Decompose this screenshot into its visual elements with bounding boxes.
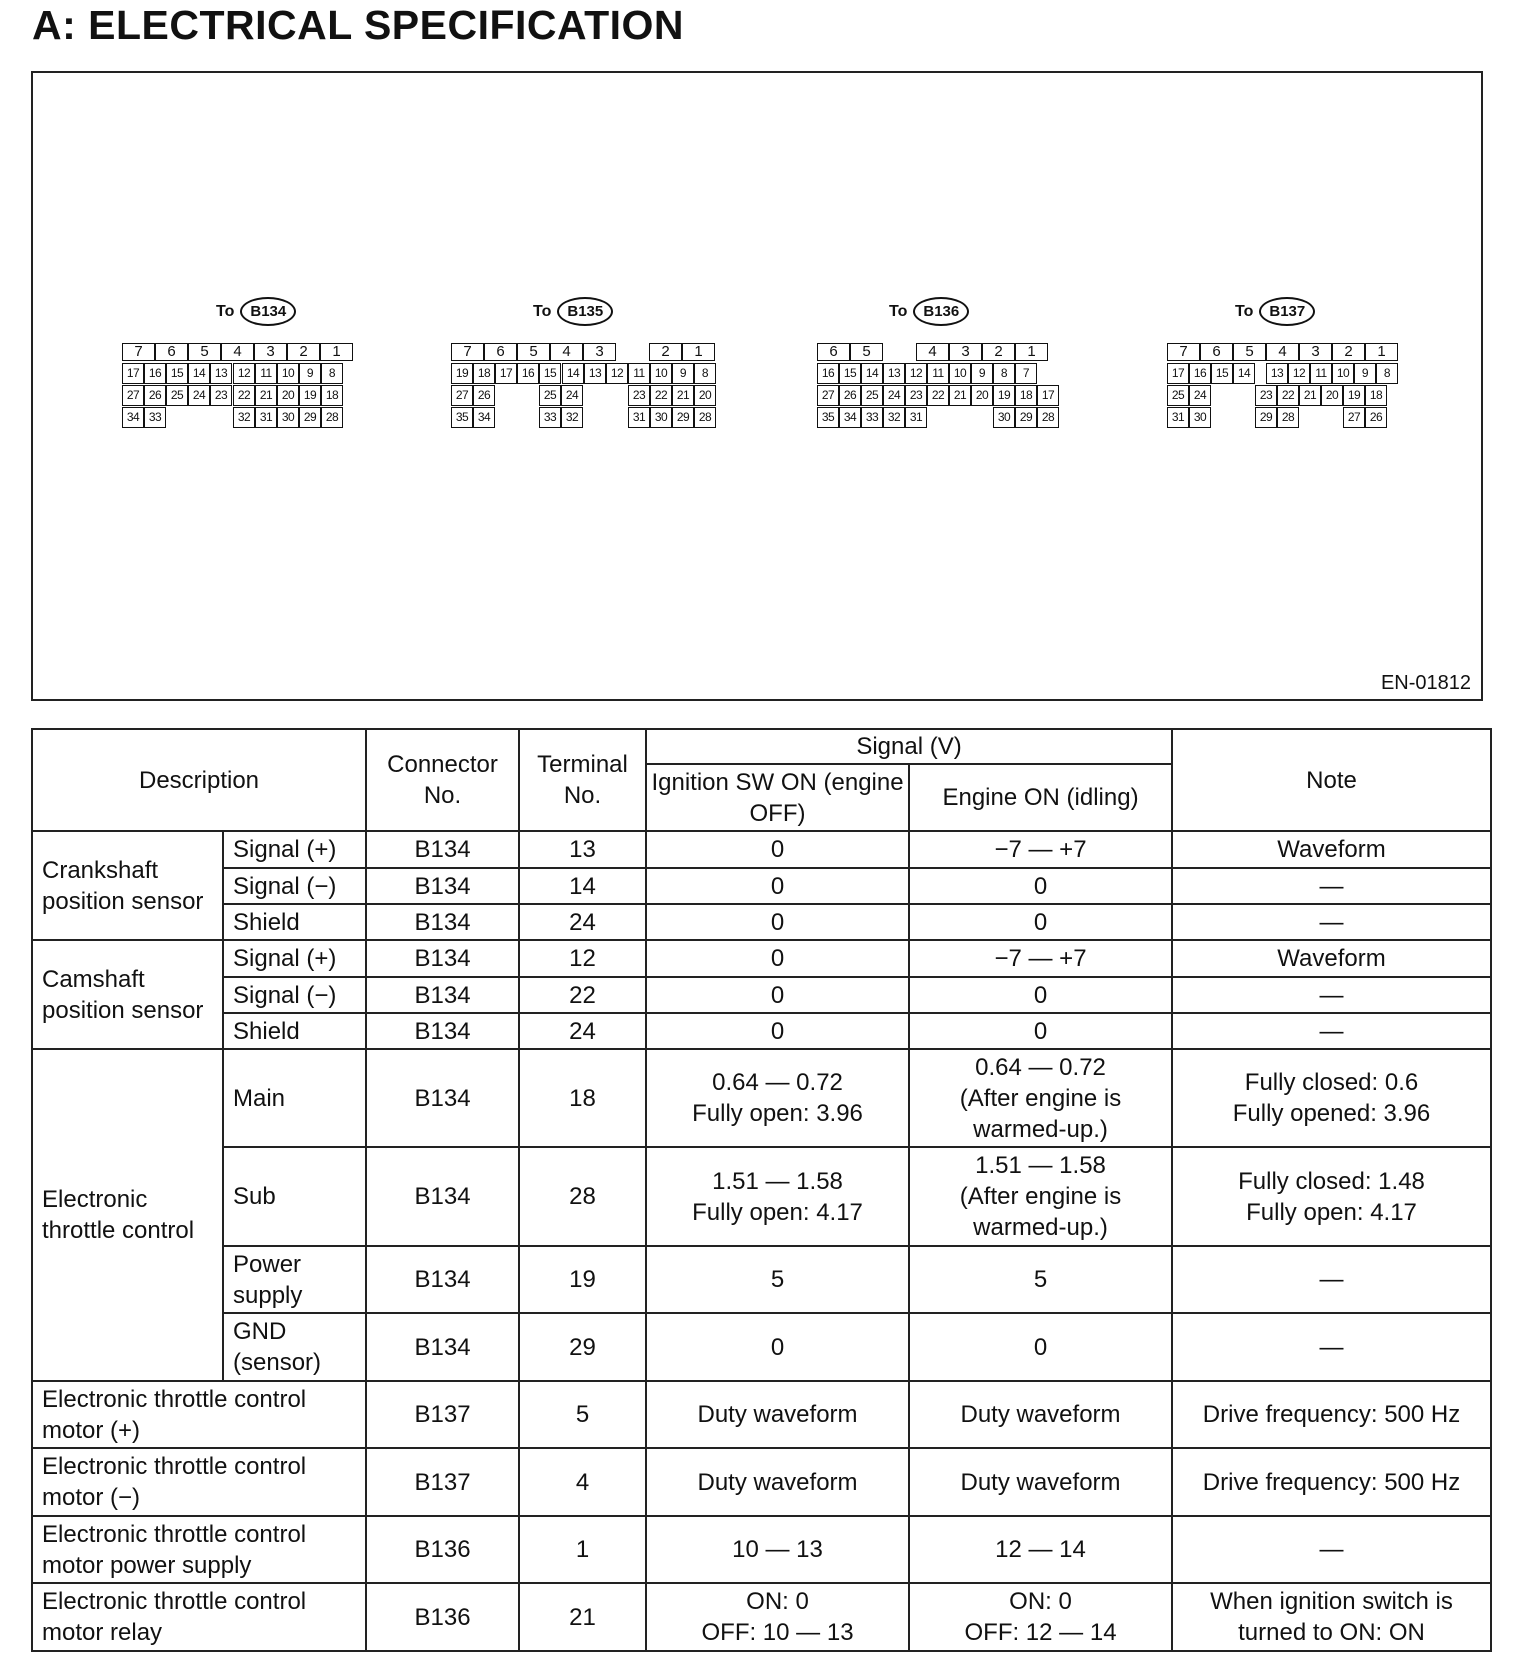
pin-label: 18 bbox=[473, 363, 495, 384]
pin-label: 29 bbox=[672, 407, 694, 428]
connector-cell: B134 bbox=[366, 868, 519, 904]
pin-label: 31 bbox=[628, 407, 650, 428]
row-description: Electronic throttle control motor relay bbox=[32, 1583, 366, 1651]
pin-label: 20 bbox=[971, 385, 993, 406]
pin-label: 11 bbox=[927, 363, 949, 384]
pin-label: 23 bbox=[210, 385, 232, 406]
pin-label: 10 bbox=[650, 363, 672, 384]
pin-label: 30 bbox=[650, 407, 672, 428]
table-row bbox=[32, 1147, 1491, 1246]
pin-label: 22 bbox=[233, 385, 255, 406]
pin-label: 21 bbox=[255, 385, 277, 406]
table-row bbox=[32, 1583, 1491, 1651]
sub-description: Signal (+) bbox=[223, 831, 366, 868]
pin-label: 20 bbox=[694, 385, 716, 406]
pin-label: 16 bbox=[144, 363, 166, 384]
pin-label: 28 bbox=[321, 407, 343, 428]
ign-cell: Duty waveform bbox=[646, 1448, 909, 1516]
connector-cell: B134 bbox=[366, 904, 519, 940]
pin-label: 5 bbox=[850, 343, 883, 361]
pin-label: 2 bbox=[982, 343, 1015, 361]
pin-label: 8 bbox=[321, 363, 343, 384]
row-description: Electronic throttle control motor (+) bbox=[32, 1381, 366, 1448]
pin-label: 19 bbox=[299, 385, 321, 406]
pin-label: 10 bbox=[1332, 363, 1354, 384]
pin-label: 19 bbox=[451, 363, 473, 384]
note-cell: Waveform bbox=[1172, 831, 1491, 868]
pin-label: 13 bbox=[210, 363, 232, 384]
pin-label: 4 bbox=[550, 343, 583, 361]
note-cell: Waveform bbox=[1172, 940, 1491, 977]
pin-label: 34 bbox=[122, 407, 144, 428]
pin-label: 27 bbox=[122, 385, 144, 406]
pin-label: 13 bbox=[1266, 363, 1288, 384]
pin-label: 30 bbox=[993, 407, 1015, 428]
ign-cell: 0 bbox=[646, 868, 909, 904]
pin-label: 11 bbox=[1310, 363, 1332, 384]
pin-label: 15 bbox=[1211, 363, 1233, 384]
connector-cell: B134 bbox=[366, 1147, 519, 1246]
eng-cell: Duty waveform bbox=[909, 1448, 1172, 1516]
table-row bbox=[32, 831, 1491, 868]
pin-label: 9 bbox=[971, 363, 993, 384]
ign-cell: Duty waveform bbox=[646, 1381, 909, 1448]
pin-label: 22 bbox=[650, 385, 672, 406]
row-description: Electronic throttle control motor power supply bbox=[32, 1516, 366, 1583]
pin-label: 2 bbox=[1332, 343, 1365, 361]
ign-cell: 0 bbox=[646, 831, 909, 868]
pin-label: 11 bbox=[628, 363, 650, 384]
note-cell: — bbox=[1172, 1013, 1491, 1049]
pin-label: 33 bbox=[144, 407, 166, 428]
pin-label: 13 bbox=[584, 363, 606, 384]
pin-label: 23 bbox=[905, 385, 927, 406]
pin-label: 17 bbox=[122, 363, 144, 384]
pin-label: 6 bbox=[155, 343, 188, 361]
pin-label: 24 bbox=[561, 385, 583, 406]
pin-label: 19 bbox=[993, 385, 1015, 406]
pin-label: 2 bbox=[649, 343, 682, 361]
group-camshaft: Camshaft position sensor bbox=[32, 940, 223, 1049]
pin-label: 15 bbox=[166, 363, 188, 384]
pin-label: 9 bbox=[299, 363, 321, 384]
group-electronic-throttle: Electronic throttle control bbox=[32, 1049, 223, 1381]
terminal-cell: 18 bbox=[519, 1049, 646, 1147]
pin-label: 8 bbox=[694, 363, 716, 384]
table-row bbox=[32, 1448, 1491, 1516]
note-cell: — bbox=[1172, 1313, 1491, 1381]
pin-label: 26 bbox=[1365, 407, 1387, 428]
pin-label: 21 bbox=[949, 385, 971, 406]
pin-label: 26 bbox=[144, 385, 166, 406]
pin-label: 14 bbox=[188, 363, 210, 384]
eng-cell: 0 bbox=[909, 904, 1172, 940]
sub-description: Shield bbox=[223, 1013, 366, 1049]
pin-label: 32 bbox=[233, 407, 255, 428]
pin-label: 20 bbox=[1321, 385, 1343, 406]
pin-label: 1 bbox=[320, 343, 353, 361]
eng-cell: 0 bbox=[909, 868, 1172, 904]
pin-label: 24 bbox=[1189, 385, 1211, 406]
terminal-cell: 29 bbox=[519, 1313, 646, 1381]
pin-label: 6 bbox=[817, 343, 850, 361]
table-row bbox=[32, 1049, 1491, 1147]
sub-description: GND (sensor) bbox=[223, 1313, 366, 1381]
pin-label: 30 bbox=[277, 407, 299, 428]
pin-label: 16 bbox=[817, 363, 839, 384]
page-title: A: ELECTRICAL SPECIFICATION bbox=[32, 2, 685, 48]
connector-cell: B136 bbox=[366, 1583, 519, 1651]
terminal-cell: 14 bbox=[519, 868, 646, 904]
pin-label: 7 bbox=[1015, 363, 1037, 384]
note-cell: — bbox=[1172, 904, 1491, 940]
connector-label: To B134 bbox=[216, 297, 296, 326]
pin-label: 15 bbox=[539, 363, 561, 384]
pin-label: 25 bbox=[861, 385, 883, 406]
pin-label: 21 bbox=[1299, 385, 1321, 406]
pin-label: 4 bbox=[221, 343, 254, 361]
header-note: Note bbox=[1172, 729, 1491, 831]
terminal-cell: 19 bbox=[519, 1246, 646, 1313]
connector-cell: B134 bbox=[366, 1313, 519, 1381]
connector-diagram bbox=[31, 71, 1483, 701]
note-cell: — bbox=[1172, 1246, 1491, 1313]
connector-cell: B134 bbox=[366, 1049, 519, 1147]
pin-label: 14 bbox=[861, 363, 883, 384]
eng-cell: 0 bbox=[909, 977, 1172, 1013]
pin-label: 1 bbox=[682, 343, 715, 361]
header-signal: Signal (V) bbox=[646, 729, 1172, 764]
pin-label: 29 bbox=[1015, 407, 1037, 428]
pin-label: 23 bbox=[628, 385, 650, 406]
pin-label: 33 bbox=[861, 407, 883, 428]
terminal-cell: 24 bbox=[519, 904, 646, 940]
sub-description: Power supply bbox=[223, 1246, 366, 1313]
header-eng-on: Engine ON (idling) bbox=[909, 764, 1172, 831]
pin-label: 6 bbox=[484, 343, 517, 361]
pin-label: 12 bbox=[606, 363, 628, 384]
table-row bbox=[32, 868, 1491, 904]
pin-label: 1 bbox=[1015, 343, 1048, 361]
ign-cell: 10 — 13 bbox=[646, 1516, 909, 1583]
pin-label: 24 bbox=[188, 385, 210, 406]
pin-label: 28 bbox=[1277, 407, 1299, 428]
eng-cell: 1.51 — 1.58 (After engine is warmed-up.) bbox=[909, 1147, 1172, 1246]
pin-label: 19 bbox=[1343, 385, 1365, 406]
connector-label: To B135 bbox=[533, 297, 613, 326]
terminal-cell: 12 bbox=[519, 940, 646, 977]
pin-label: 31 bbox=[905, 407, 927, 428]
connector-label: To B136 bbox=[889, 297, 969, 326]
pin-label: 26 bbox=[839, 385, 861, 406]
pin-label: 5 bbox=[1233, 343, 1266, 361]
pin-label: 7 bbox=[451, 343, 484, 361]
pin-label: 34 bbox=[473, 407, 495, 428]
pin-label: 6 bbox=[1200, 343, 1233, 361]
pin-label: 27 bbox=[451, 385, 473, 406]
pin-label: 7 bbox=[1167, 343, 1200, 361]
pin-label: 16 bbox=[517, 363, 539, 384]
note-cell: Fully closed: 0.6 Fully opened: 3.96 bbox=[1172, 1049, 1491, 1147]
pin-label: 10 bbox=[277, 363, 299, 384]
pin-label: 5 bbox=[188, 343, 221, 361]
header-terminal: Terminal No. bbox=[519, 729, 646, 831]
pin-label: 3 bbox=[583, 343, 616, 361]
eng-cell: 0 bbox=[909, 1013, 1172, 1049]
connector-cell: B136 bbox=[366, 1516, 519, 1583]
sub-description: Sub bbox=[223, 1147, 366, 1246]
pin-label: 28 bbox=[694, 407, 716, 428]
pin-label: 3 bbox=[1299, 343, 1332, 361]
ign-cell: 0.64 — 0.72 Fully open: 3.96 bbox=[646, 1049, 909, 1147]
note-cell: Drive frequency: 500 Hz bbox=[1172, 1448, 1491, 1516]
table-row bbox=[32, 1381, 1491, 1448]
pin-label: 10 bbox=[949, 363, 971, 384]
pin-label: 14 bbox=[1233, 363, 1255, 384]
ign-cell: 1.51 — 1.58 Fully open: 4.17 bbox=[646, 1147, 909, 1246]
header-row bbox=[32, 729, 1491, 764]
pin-label: 9 bbox=[672, 363, 694, 384]
pin-label: 25 bbox=[166, 385, 188, 406]
header-ign-on: Ignition SW ON (engine OFF) bbox=[646, 764, 909, 831]
sub-description: Signal (+) bbox=[223, 940, 366, 977]
row-description: Electronic throttle control motor (−) bbox=[32, 1448, 366, 1516]
pin-label: 29 bbox=[299, 407, 321, 428]
pin-label: 20 bbox=[277, 385, 299, 406]
connector-cell: B137 bbox=[366, 1381, 519, 1448]
eng-cell: 0 bbox=[909, 1313, 1172, 1381]
table-row bbox=[32, 940, 1491, 977]
pin-label: 17 bbox=[1037, 385, 1059, 406]
eng-cell: ON: 0 OFF: 12 — 14 bbox=[909, 1583, 1172, 1651]
pin-label: 17 bbox=[1167, 363, 1189, 384]
table-row bbox=[32, 1516, 1491, 1583]
table-row bbox=[32, 904, 1491, 940]
eng-cell: 5 bbox=[909, 1246, 1172, 1313]
pin-label: 29 bbox=[1255, 407, 1277, 428]
note-cell: — bbox=[1172, 1516, 1491, 1583]
pin-label: 32 bbox=[561, 407, 583, 428]
ign-cell: ON: 0 OFF: 10 — 13 bbox=[646, 1583, 909, 1651]
pin-label: 18 bbox=[1365, 385, 1387, 406]
pin-label: 25 bbox=[539, 385, 561, 406]
terminal-cell: 24 bbox=[519, 1013, 646, 1049]
note-cell: — bbox=[1172, 868, 1491, 904]
pin-label: 4 bbox=[1266, 343, 1299, 361]
pin-label: 3 bbox=[254, 343, 287, 361]
group-crankshaft: Crankshaft position sensor bbox=[32, 831, 223, 940]
pin-label: 11 bbox=[255, 363, 277, 384]
connector-id-oval: B135 bbox=[557, 297, 613, 326]
terminal-cell: 4 bbox=[519, 1448, 646, 1516]
terminal-cell: 13 bbox=[519, 831, 646, 868]
connector-cell: B134 bbox=[366, 831, 519, 868]
pin-label: 23 bbox=[1255, 385, 1277, 406]
pin-label: 9 bbox=[1354, 363, 1376, 384]
note-cell: When ignition switch is turned to ON: ON bbox=[1172, 1583, 1491, 1651]
header-description: Description bbox=[32, 729, 366, 831]
terminal-cell: 5 bbox=[519, 1381, 646, 1448]
eng-cell: −7 — +7 bbox=[909, 831, 1172, 868]
pin-label: 21 bbox=[672, 385, 694, 406]
pin-label: 27 bbox=[817, 385, 839, 406]
pin-label: 31 bbox=[255, 407, 277, 428]
table-row bbox=[32, 1013, 1491, 1049]
ign-cell: 0 bbox=[646, 977, 909, 1013]
pin-label: 35 bbox=[817, 407, 839, 428]
pin-label: 26 bbox=[473, 385, 495, 406]
pin-label: 35 bbox=[451, 407, 473, 428]
sub-description: Signal (−) bbox=[223, 868, 366, 904]
table-row bbox=[32, 977, 1491, 1013]
pin-label: 12 bbox=[905, 363, 927, 384]
pin-label: 34 bbox=[839, 407, 861, 428]
pin-label: 18 bbox=[1015, 385, 1037, 406]
eng-cell: 12 — 14 bbox=[909, 1516, 1172, 1583]
pin-label: 2 bbox=[287, 343, 320, 361]
spec-table bbox=[31, 728, 1492, 1652]
pin-label: 7 bbox=[122, 343, 155, 361]
pin-label: 25 bbox=[1167, 385, 1189, 406]
pin-label: 17 bbox=[495, 363, 517, 384]
pin-label: 8 bbox=[993, 363, 1015, 384]
pin-label: 24 bbox=[883, 385, 905, 406]
header-connector: Connector No. bbox=[366, 729, 519, 831]
pin-label: 14 bbox=[562, 363, 584, 384]
pin-label: 8 bbox=[1376, 363, 1398, 384]
eng-cell: −7 — +7 bbox=[909, 940, 1172, 977]
pin-label: 32 bbox=[883, 407, 905, 428]
pin-label: 15 bbox=[839, 363, 861, 384]
sub-description: Shield bbox=[223, 904, 366, 940]
pin-label: 22 bbox=[1277, 385, 1299, 406]
ign-cell: 5 bbox=[646, 1246, 909, 1313]
pin-label: 16 bbox=[1189, 363, 1211, 384]
pin-label: 1 bbox=[1365, 343, 1398, 361]
pin-label: 4 bbox=[916, 343, 949, 361]
connector-id-oval: B136 bbox=[913, 297, 969, 326]
note-cell: — bbox=[1172, 977, 1491, 1013]
terminal-cell: 1 bbox=[519, 1516, 646, 1583]
table-row bbox=[32, 1246, 1491, 1313]
connector-cell: B134 bbox=[366, 1246, 519, 1313]
terminal-cell: 28 bbox=[519, 1147, 646, 1246]
note-cell: Drive frequency: 500 Hz bbox=[1172, 1381, 1491, 1448]
eng-cell: Duty waveform bbox=[909, 1381, 1172, 1448]
ign-cell: 0 bbox=[646, 904, 909, 940]
pin-label: 30 bbox=[1189, 407, 1211, 428]
figure-code: EN-01812 bbox=[1380, 672, 1471, 694]
ign-cell: 0 bbox=[646, 1313, 909, 1381]
pin-label: 27 bbox=[1343, 407, 1365, 428]
pin-label: 3 bbox=[949, 343, 982, 361]
pin-label: 33 bbox=[539, 407, 561, 428]
connector-id-oval: B137 bbox=[1259, 297, 1315, 326]
ign-cell: 0 bbox=[646, 940, 909, 977]
pin-label: 12 bbox=[1288, 363, 1310, 384]
sub-description: Signal (−) bbox=[223, 977, 366, 1013]
pin-label: 5 bbox=[517, 343, 550, 361]
connector-cell: B134 bbox=[366, 977, 519, 1013]
pin-label: 31 bbox=[1167, 407, 1189, 428]
connector-label: To B137 bbox=[1235, 297, 1315, 326]
pin-label: 22 bbox=[927, 385, 949, 406]
table-row bbox=[32, 1313, 1491, 1381]
connector-cell: B134 bbox=[366, 940, 519, 977]
sub-description: Main bbox=[223, 1049, 366, 1147]
connector-cell: B134 bbox=[366, 1013, 519, 1049]
pin-label: 28 bbox=[1037, 407, 1059, 428]
pin-label: 18 bbox=[321, 385, 343, 406]
connector-id-oval: B134 bbox=[240, 297, 296, 326]
terminal-cell: 22 bbox=[519, 977, 646, 1013]
pin-label: 12 bbox=[233, 363, 255, 384]
pin-label: 13 bbox=[883, 363, 905, 384]
note-cell: Fully closed: 1.48 Fully open: 4.17 bbox=[1172, 1147, 1491, 1246]
ign-cell: 0 bbox=[646, 1013, 909, 1049]
terminal-cell: 21 bbox=[519, 1583, 646, 1651]
eng-cell: 0.64 — 0.72 (After engine is warmed-up.) bbox=[909, 1049, 1172, 1147]
connector-cell: B137 bbox=[366, 1448, 519, 1516]
